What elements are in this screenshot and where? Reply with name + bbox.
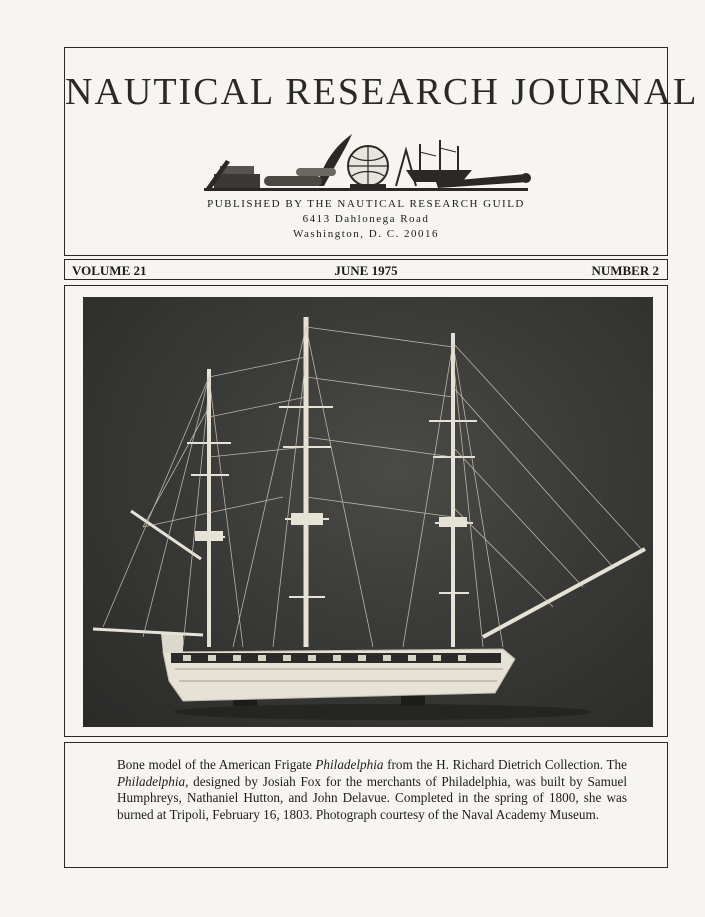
nautical-instruments-emblem: [200, 130, 532, 196]
photo-caption: [117, 757, 627, 823]
address-line: 6413 Dahlonega Road: [302, 213, 430, 225]
caption-frame: [64, 742, 668, 868]
caption-ship-name-2: Philadelphia,: [117, 773, 189, 789]
issue-number: NUMBER 2: [591, 263, 659, 278]
journal-title: NAUTICAL RESEARCH JOURNAL: [65, 71, 699, 113]
caption-ship-name-1: Philadelphia: [315, 757, 384, 772]
city-line: Washington, D. C. 20016: [292, 228, 440, 240]
issue-date: JUNE 1975: [334, 263, 398, 278]
frigate-model-illustration: [83, 297, 653, 727]
caption-text-1: Bone model of the American Frigate: [117, 757, 316, 772]
issue-volume: VOLUME 21: [72, 263, 147, 278]
publisher-line: PUBLISHED BY THE NAUTICAL RESEARCH GUILD: [207, 198, 525, 210]
ship-model-photo: [83, 297, 653, 727]
issue-bar: [64, 259, 668, 280]
masthead: [64, 47, 699, 256]
caption-text-3: designed by Josiah Fox for the merchants of Philadelphia, was built by Samuel Humphreys, Nathaniel Hutton, and John Delavue. Completed in the spring of 1800, she was burned at Tripoli, February 16, 1803. Photograph courtesy of the Naval Academy Museum.: [117, 773, 627, 822]
caption-text-2: from the H. Richard Dietrich Collection. The: [383, 757, 627, 772]
